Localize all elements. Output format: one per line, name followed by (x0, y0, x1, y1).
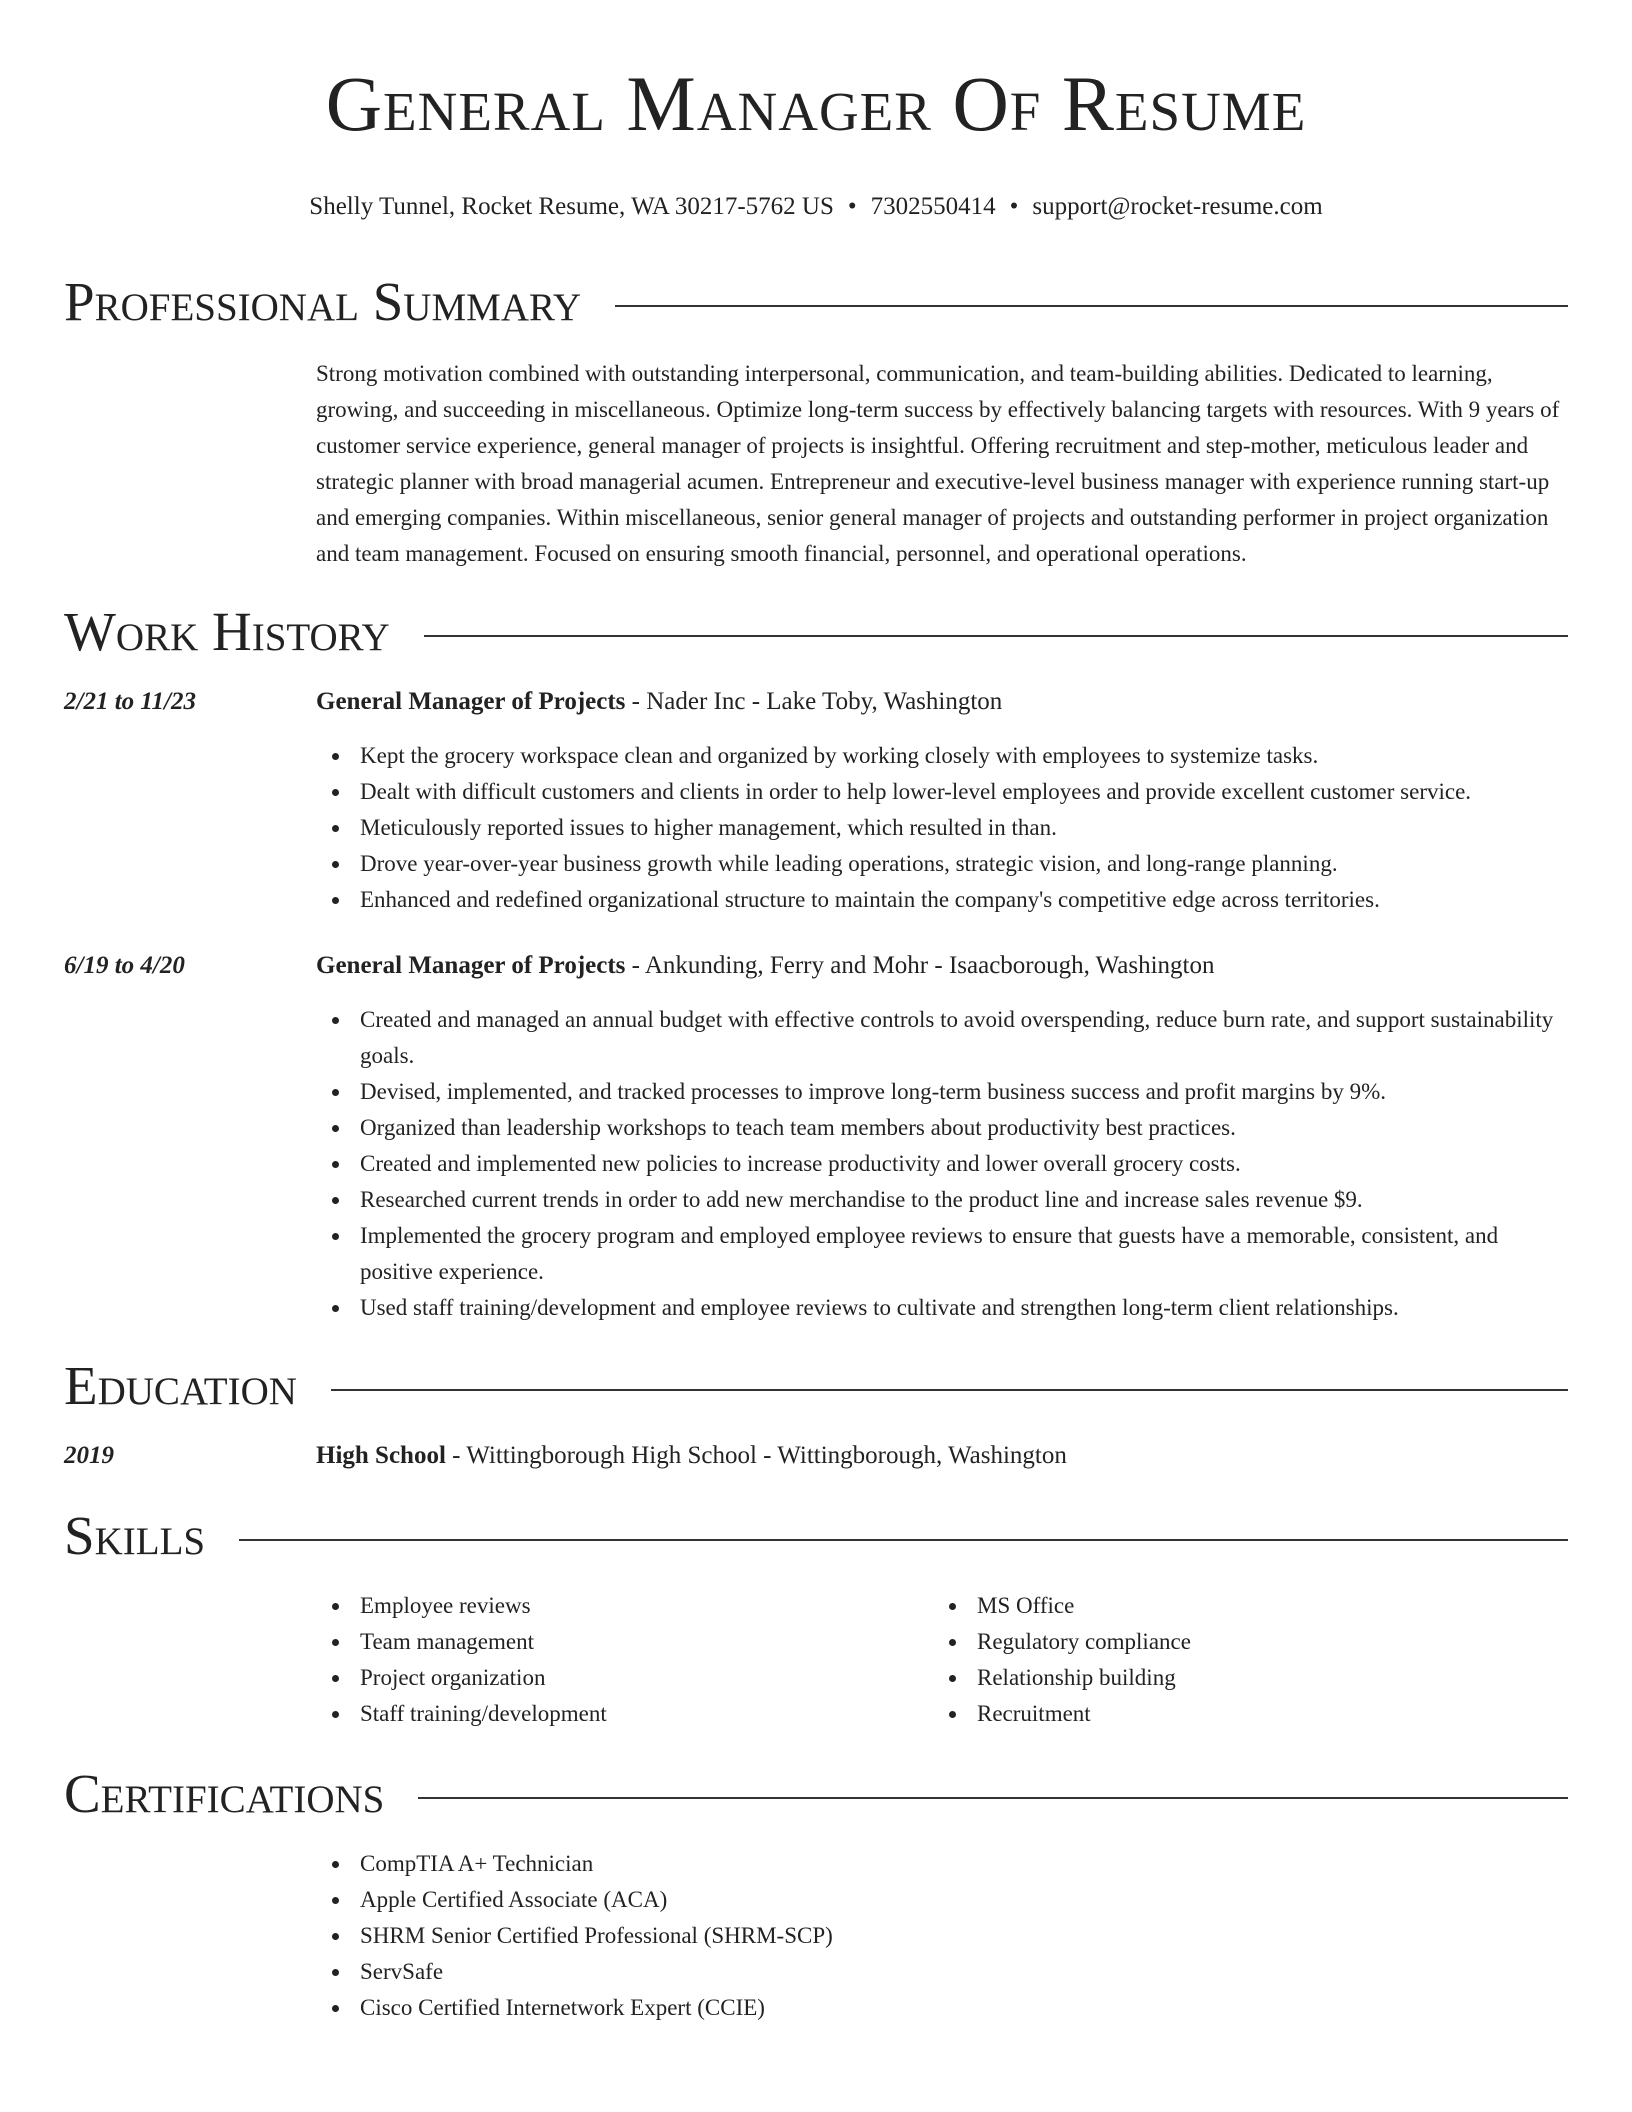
section-title-work-history: Work History (64, 601, 390, 662)
job-entry (64, 948, 1568, 984)
certification-item: ServSafe (316, 1954, 1568, 1990)
section-divider (331, 1389, 1568, 1391)
contact-email: support@rocket-resume.com (1032, 193, 1323, 220)
skill-item: Recruitment (933, 1696, 1550, 1732)
job-employer-location: - Nader Inc - Lake Toby, Washington (625, 688, 1003, 715)
section-header-education (64, 1354, 1568, 1418)
job-bullets-container (316, 738, 1568, 918)
document-title: General Manager Of Resume (325, 60, 1307, 147)
job-bullet-list (316, 1002, 1568, 1326)
education-year: 2019 (64, 1442, 114, 1469)
job-bullet: Organized than leadership workshops to teach team members about productivity best practices. (316, 1110, 1568, 1146)
job-title: General Manager of Projects (316, 688, 626, 715)
section-title-summary: Professional Summary (64, 271, 582, 332)
certifications-list (316, 1846, 1568, 2026)
contact-separator: • (847, 193, 857, 220)
job-bullet: Drove year-over-year business growth while leading operations, strategic vision, and long-range planning. (316, 846, 1568, 882)
skill-item: Team management (316, 1624, 933, 1660)
skill-item: Staff training/development (316, 1696, 933, 1732)
job-bullet: Created and implemented new policies to increase productivity and lower overall grocery costs. (316, 1146, 1568, 1182)
certification-item: SHRM Senior Certified Professional (SHRM-SCP) (316, 1918, 1568, 1954)
certifications-body (316, 1846, 1568, 2026)
section-header-skills (64, 1504, 1568, 1568)
education-headline (316, 1438, 1568, 1474)
contact-separator: • (1009, 193, 1019, 220)
skills-grid (316, 1588, 1568, 1732)
job-bullet: Meticulously reported issues to higher management, which resulted in than. (316, 810, 1568, 846)
summary-text: Strong motivation combined with outstanding interpersonal, communication, and team-building abilities. Dedicated to learning, growing, and succeeding in miscellaneous. Optimize long-term success by effectively balancing targets with resources. With 9 years of customer service experience, general manager of projects is insightful. Offering recruitment and step-mother, meticulous leader and strategic planner with broad managerial acumen. Entrepreneur and executive-level business manager with experience running start-up and emerging companies. Within miscellaneous, senior general manager of projects and outstanding performer in project organization and team management. Focused on ensuring smooth financial, personnel, and operational operations. (316, 361, 1560, 566)
section-header-summary (64, 270, 1568, 334)
section-title-certifications: Certifications (64, 1763, 385, 1824)
section-header-certifications (64, 1762, 1568, 1826)
summary-body (316, 356, 1568, 572)
job-bullet: Implemented the grocery program and employed employee reviews to ensure that guests have a memorable, consistent, and positive experience. (316, 1218, 1568, 1290)
section-title-skills: Skills (64, 1505, 206, 1566)
job-dates: 6/19 to 4/20 (64, 952, 185, 979)
job-bullets-container (316, 1002, 1568, 1326)
job-bullet: Devised, implemented, and tracked processes to improve long-term business success and profit margins by 9%. (316, 1074, 1568, 1110)
section-divider (418, 1797, 1568, 1799)
certification-item: Cisco Certified Internetwork Expert (CCIE) (316, 1990, 1568, 2026)
section-divider (615, 305, 1568, 307)
skills-column-right (933, 1588, 1550, 1732)
job-bullet: Enhanced and redefined organizational structure to maintain the company's competitive edge across territories. (316, 882, 1568, 918)
education-school-location: - Wittingborough High School - Wittingborough, Washington (445, 1442, 1067, 1469)
job-bullet: Kept the grocery workspace clean and organized by working closely with employees to systemize tasks. (316, 738, 1568, 774)
job-headline (316, 684, 1568, 720)
contact-phone: 7302550414 (870, 193, 996, 220)
certification-item: Apple Certified Associate (ACA) (316, 1882, 1568, 1918)
job-headline (316, 948, 1568, 984)
skills-column-left (316, 1588, 933, 1732)
skills-body (316, 1588, 1568, 1732)
section-title-education: Education (64, 1355, 297, 1416)
job-bullet-list (316, 738, 1568, 918)
job-bullet: Researched current trends in order to add new merchandise to the product line and increase sales revenue $9. (316, 1182, 1568, 1218)
job-title: General Manager of Projects (316, 952, 626, 979)
education-entry (64, 1438, 1568, 1474)
skill-item: Regulatory compliance (933, 1624, 1550, 1660)
skill-item: MS Office (933, 1588, 1550, 1624)
certification-item: CompTIA A+ Technician (316, 1846, 1568, 1882)
job-bullet: Dealt with difficult customers and clients in order to help lower-level employees and provide excellent customer service. (316, 774, 1568, 810)
contact-line (64, 192, 1568, 222)
job-entry (64, 684, 1568, 720)
skill-item: Project organization (316, 1660, 933, 1696)
contact-address: Shelly Tunnel, Rocket Resume, WA 30217-5762 US (309, 193, 834, 220)
section-divider (424, 635, 1568, 637)
job-dates: 2/21 to 11/23 (64, 688, 196, 715)
skill-item: Employee reviews (316, 1588, 933, 1624)
job-employer-location: - Ankunding, Ferry and Mohr - Isaacborough, Washington (625, 952, 1215, 979)
job-bullet: Created and managed an annual budget with effective controls to avoid overspending, reduce burn rate, and support sustainability goals. (316, 1002, 1568, 1074)
job-bullet: Used staff training/development and employee reviews to cultivate and strengthen long-term client relationships. (316, 1290, 1568, 1326)
section-header-work-history (64, 600, 1568, 664)
education-degree: High School (316, 1442, 446, 1469)
section-divider (239, 1539, 1568, 1541)
skill-item: Relationship building (933, 1660, 1550, 1696)
